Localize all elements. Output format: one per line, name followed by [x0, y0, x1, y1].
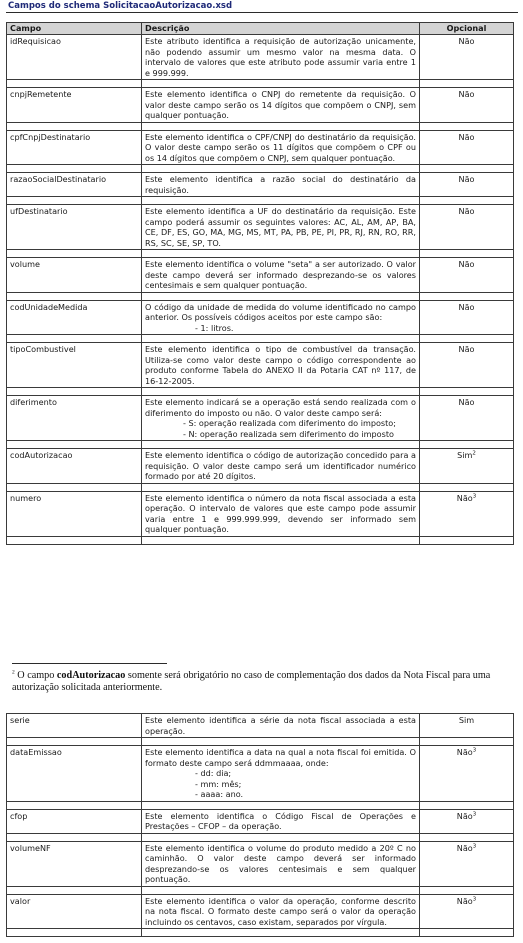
fields-table — [6, 22, 514, 545]
spacer-row — [7, 292, 514, 300]
optional-value: Não — [458, 397, 475, 407]
optional-value: Não — [456, 842, 473, 853]
spacer-cell — [142, 536, 420, 544]
spacer-cell — [142, 165, 420, 173]
spacer-cell — [142, 929, 420, 937]
spacer-cell — [7, 197, 142, 205]
spacer-row — [7, 250, 514, 258]
optional-cell — [420, 449, 514, 484]
spacer-row — [7, 483, 514, 491]
spacer-row — [7, 738, 514, 746]
spacer-cell — [420, 536, 514, 544]
optional-cell — [420, 258, 514, 293]
spacer-row — [7, 165, 514, 173]
description-cell — [142, 258, 420, 293]
description-cell — [142, 809, 420, 833]
spacer-row — [7, 886, 514, 894]
spacer-row — [7, 388, 514, 396]
table-row — [7, 35, 514, 80]
optional-cell — [420, 841, 514, 886]
description-cell — [142, 205, 420, 250]
spacer-cell — [7, 80, 142, 88]
optional-value: Não — [456, 492, 473, 503]
description-cell — [142, 173, 420, 197]
description-cell — [142, 746, 420, 802]
spacer-cell — [420, 250, 514, 258]
spacer-cell — [420, 738, 514, 746]
description-cell — [142, 841, 420, 886]
spacer-cell — [420, 388, 514, 396]
spacer-cell — [7, 886, 142, 894]
optional-cell — [420, 300, 514, 335]
fields-table-body — [7, 35, 514, 545]
optional-cell — [420, 130, 514, 165]
optional-cell — [420, 343, 514, 388]
spacer-row — [7, 122, 514, 130]
description-cell — [142, 449, 420, 484]
description-text: Este elemento identifica o CNPJ do remetente da requisição. O valor deste campo serão os 14 dígitos que compõem o CNPJ, sem qualquer pontuação. — [145, 89, 416, 120]
spacer-cell — [420, 122, 514, 130]
spacer-cell — [142, 292, 420, 300]
spacer-cell — [142, 335, 420, 343]
description-subitem: - aaaa: ano. — [195, 789, 244, 799]
optional-cell — [420, 35, 514, 80]
description-cell — [142, 300, 420, 335]
spacer-cell — [420, 441, 514, 449]
description-text: Este elemento identifica a razão social do destinatário da requisição. — [145, 174, 416, 195]
optional-cell — [420, 491, 514, 536]
optional-cell — [420, 396, 514, 441]
field-name-cell: dataEmissao — [7, 746, 142, 802]
table-header-row — [7, 23, 514, 35]
optional-cell — [420, 205, 514, 250]
spacer-cell — [7, 122, 142, 130]
table-row — [7, 841, 514, 886]
description-text: Este elemento identifica a série da nota fiscal associada a esta operação. — [145, 715, 416, 736]
spacer-row — [7, 536, 514, 544]
description-subitem: - dd: dia; — [195, 768, 232, 778]
description-text: Este elemento indicará se a operação está sendo realizada com o diferimento do imposto ou não. O valor deste campo será: — [145, 397, 416, 418]
header-opcional: Opcional — [420, 23, 514, 35]
field-name-cell: cpfCnpjDestinatario — [7, 130, 142, 165]
spacer-row — [7, 335, 514, 343]
optional-value: Não — [458, 174, 475, 184]
footnote-bold-term: codAutorizacao — [56, 670, 126, 681]
field-name-cell: ufDestinatario — [7, 205, 142, 250]
description-cell — [142, 88, 420, 123]
spacer-cell — [7, 441, 142, 449]
spacer-row — [7, 833, 514, 841]
optional-value: Não — [458, 301, 475, 312]
spacer-cell — [7, 388, 142, 396]
optional-cell — [420, 894, 514, 929]
description-text: Este elemento identifica o Código Fiscal de Operações e Prestações – CFOP – da operação. — [145, 810, 416, 831]
optional-cell — [420, 809, 514, 833]
field-name-cell: numero — [7, 491, 142, 536]
spacer-cell — [142, 197, 420, 205]
footnote-divider — [12, 663, 167, 664]
page-title: Campos do schema SolicitacaoAutorizacao.xsd — [8, 1, 233, 11]
footnote-reference: 3 — [472, 895, 477, 902]
field-name-cell: idRequisicao — [7, 35, 142, 80]
table-row — [7, 258, 514, 293]
field-name-cell: cfop — [7, 809, 142, 833]
optional-value: Não — [456, 747, 473, 757]
spacer-cell — [420, 335, 514, 343]
spacer-cell — [142, 801, 420, 809]
footnote-reference: 3 — [472, 747, 477, 754]
footnote-text-pre: O campo — [14, 670, 57, 681]
fields-table-continued-body — [7, 714, 514, 937]
fields-table-continued — [6, 713, 514, 937]
table-row — [7, 173, 514, 197]
table-row — [7, 714, 514, 738]
footnote-mark: 2 — [12, 669, 15, 676]
spacer-cell — [420, 929, 514, 937]
spacer-row — [7, 801, 514, 809]
spacer-cell — [420, 483, 514, 491]
field-name-cell: tipoCombustivel — [7, 343, 142, 388]
field-name-cell: codUnidadeMedida — [7, 300, 142, 335]
spacer-cell — [420, 292, 514, 300]
description-cell — [142, 894, 420, 929]
spacer-row — [7, 80, 514, 88]
header-campo: Campo — [7, 23, 142, 35]
spacer-cell — [142, 80, 420, 88]
table-row — [7, 809, 514, 833]
description-cell — [142, 491, 420, 536]
spacer-cell — [7, 536, 142, 544]
description-subitem: - S: operação realizada com diferimento do imposto; — [183, 418, 396, 428]
description-text: Este elemento identifica o tipo de combustível da transação. Utiliza-se como valor deste campo o código correspondente ao produto conforme Tabela do ANEXO II da Potaria CAT nº 117, de 16-12-2005. — [145, 344, 416, 386]
spacer-row — [7, 197, 514, 205]
optional-value: Não — [458, 89, 475, 99]
description-subitem: - mm: mês; — [195, 778, 242, 789]
field-name-cell: cnpjRemetente — [7, 88, 142, 123]
field-name-cell: volume — [7, 258, 142, 293]
footnote-reference: 3 — [472, 492, 477, 499]
spacer-cell — [7, 483, 142, 491]
description-text: Este atributo identifica a requisição de autorização unicamente, não podendo assumir um mesmo valor na mesma data. O intervalo de valores que este atributo pode assumir varia entre 1 e 999.999. — [145, 36, 416, 78]
spacer-cell — [142, 388, 420, 396]
optional-cell — [420, 746, 514, 802]
description-text: Este elemento identifica o volume "seta" a ser autorizado. O valor deste campo deverá ser informado desprezando-se os valores centesimais e sem qualquer pontuação. — [145, 259, 416, 290]
footnote-reference: 3 — [472, 810, 477, 817]
description-cell — [142, 130, 420, 165]
spacer-cell — [142, 483, 420, 491]
spacer-cell — [142, 833, 420, 841]
field-name-cell: diferimento — [7, 396, 142, 441]
spacer-cell — [7, 929, 142, 937]
spacer-row — [7, 441, 514, 449]
spacer-cell — [420, 197, 514, 205]
spacer-cell — [142, 886, 420, 894]
spacer-cell — [420, 165, 514, 173]
table-row — [7, 746, 514, 802]
field-name-cell: serie — [7, 714, 142, 738]
table-row — [7, 396, 514, 441]
spacer-cell — [7, 335, 142, 343]
header-descricao: Descrição — [142, 23, 420, 35]
footnote-reference: 3 — [472, 842, 477, 849]
spacer-cell — [7, 165, 142, 173]
optional-cell — [420, 88, 514, 123]
spacer-cell — [7, 801, 142, 809]
field-name-cell: codAutorizacao — [7, 449, 142, 484]
table-row — [7, 205, 514, 250]
spacer-cell — [142, 441, 420, 449]
table-row — [7, 449, 514, 484]
description-cell — [142, 396, 420, 441]
optional-cell — [420, 714, 514, 738]
description-text: Este elemento identifica o valor da operação, conforme descrito na nota fiscal. O formato deste campo será o valor da operação incluindo os centavos, caso existam, separados por vírgula. — [145, 895, 416, 927]
optional-value: Não — [458, 259, 475, 269]
field-name-cell: volumeNF — [7, 841, 142, 886]
description-text: Este elemento identifica o volume do produto medido a 20º C no caminhão. O valor deste campo deverá ser informado desprezando-se os valores centesimais e sem qualquer pontuação. — [145, 842, 416, 884]
optional-value: Não — [458, 131, 475, 142]
optional-value: Sim — [457, 450, 473, 460]
table-row — [7, 88, 514, 123]
table-row — [7, 343, 514, 388]
description-subitem: - 1: litros. — [195, 322, 234, 333]
description-text: Este elemento identifica o código de autorização concedido para a requisição. O valor deste campo será um identificador numérico formado por até 20 dígitos. — [145, 450, 416, 481]
description-cell — [142, 714, 420, 738]
footnote-reference: 2 — [472, 450, 476, 457]
spacer-cell — [420, 80, 514, 88]
spacer-cell — [7, 833, 142, 841]
description-text: Este elemento identifica a UF do destinatário da requisição. Este campo poderá assumir os seguintes valores: AC, AL, AM, AP, BA, CE, DF, ES, GO, MA, MG, MS, MT, PA, PB, PE, PI, PR, RJ, RN, RO, RR, RS, SC, SE, SP, TO. — [145, 206, 416, 248]
footnote — [12, 670, 512, 694]
optional-value: Não — [456, 895, 473, 906]
spacer-cell — [420, 886, 514, 894]
description-cell — [142, 35, 420, 80]
title-divider — [6, 12, 518, 13]
field-name-cell: valor — [7, 894, 142, 929]
footnote-text-post: somente será obrigatório no caso de complementação dos dados da Nota Fiscal para uma autorização solicitada anteriormente. — [12, 670, 491, 693]
optional-value: Não — [456, 810, 473, 821]
optional-cell — [420, 173, 514, 197]
spacer-cell — [142, 122, 420, 130]
spacer-cell — [142, 738, 420, 746]
table-row — [7, 300, 514, 335]
table-row — [7, 491, 514, 536]
optional-value: Sim — [458, 715, 475, 725]
table-row — [7, 894, 514, 929]
spacer-cell — [7, 292, 142, 300]
table-row — [7, 130, 514, 165]
field-name-cell: razaoSocialDestinatario — [7, 173, 142, 197]
spacer-cell — [420, 833, 514, 841]
spacer-cell — [142, 250, 420, 258]
spacer-row — [7, 929, 514, 937]
optional-value: Não — [458, 344, 475, 354]
description-subitem: - N: operação realizada sem diferimento do imposto — [183, 428, 394, 439]
optional-value: Não — [458, 206, 475, 216]
optional-value: Não — [458, 36, 475, 46]
spacer-cell — [420, 801, 514, 809]
spacer-cell — [7, 250, 142, 258]
description-text: Este elemento identifica o número da nota fiscal associada a esta operação. O intervalo de valores que este campo pode assumir varia entre 1 e 999.999.999, devendo ser informado sem qualquer pontuação. — [145, 492, 416, 534]
description-text: Este elemento identifica a data na qual a nota fiscal foi emitida. O formato deste campo será ddmmaaaa, onde: — [145, 747, 416, 768]
description-text: Este elemento identifica o CPF/CNPJ do destinatário da requisição. O valor deste campo serão os 11 dígitos que compõem o CPF ou os 14 dígitos que compõem o CNPJ, sem qualquer pontuação. — [145, 131, 416, 163]
description-text: O código da unidade de medida do volume identificado no campo anterior. Os possíveis códigos aceitos por este campo são: — [145, 301, 416, 322]
description-cell — [142, 343, 420, 388]
spacer-cell — [7, 738, 142, 746]
